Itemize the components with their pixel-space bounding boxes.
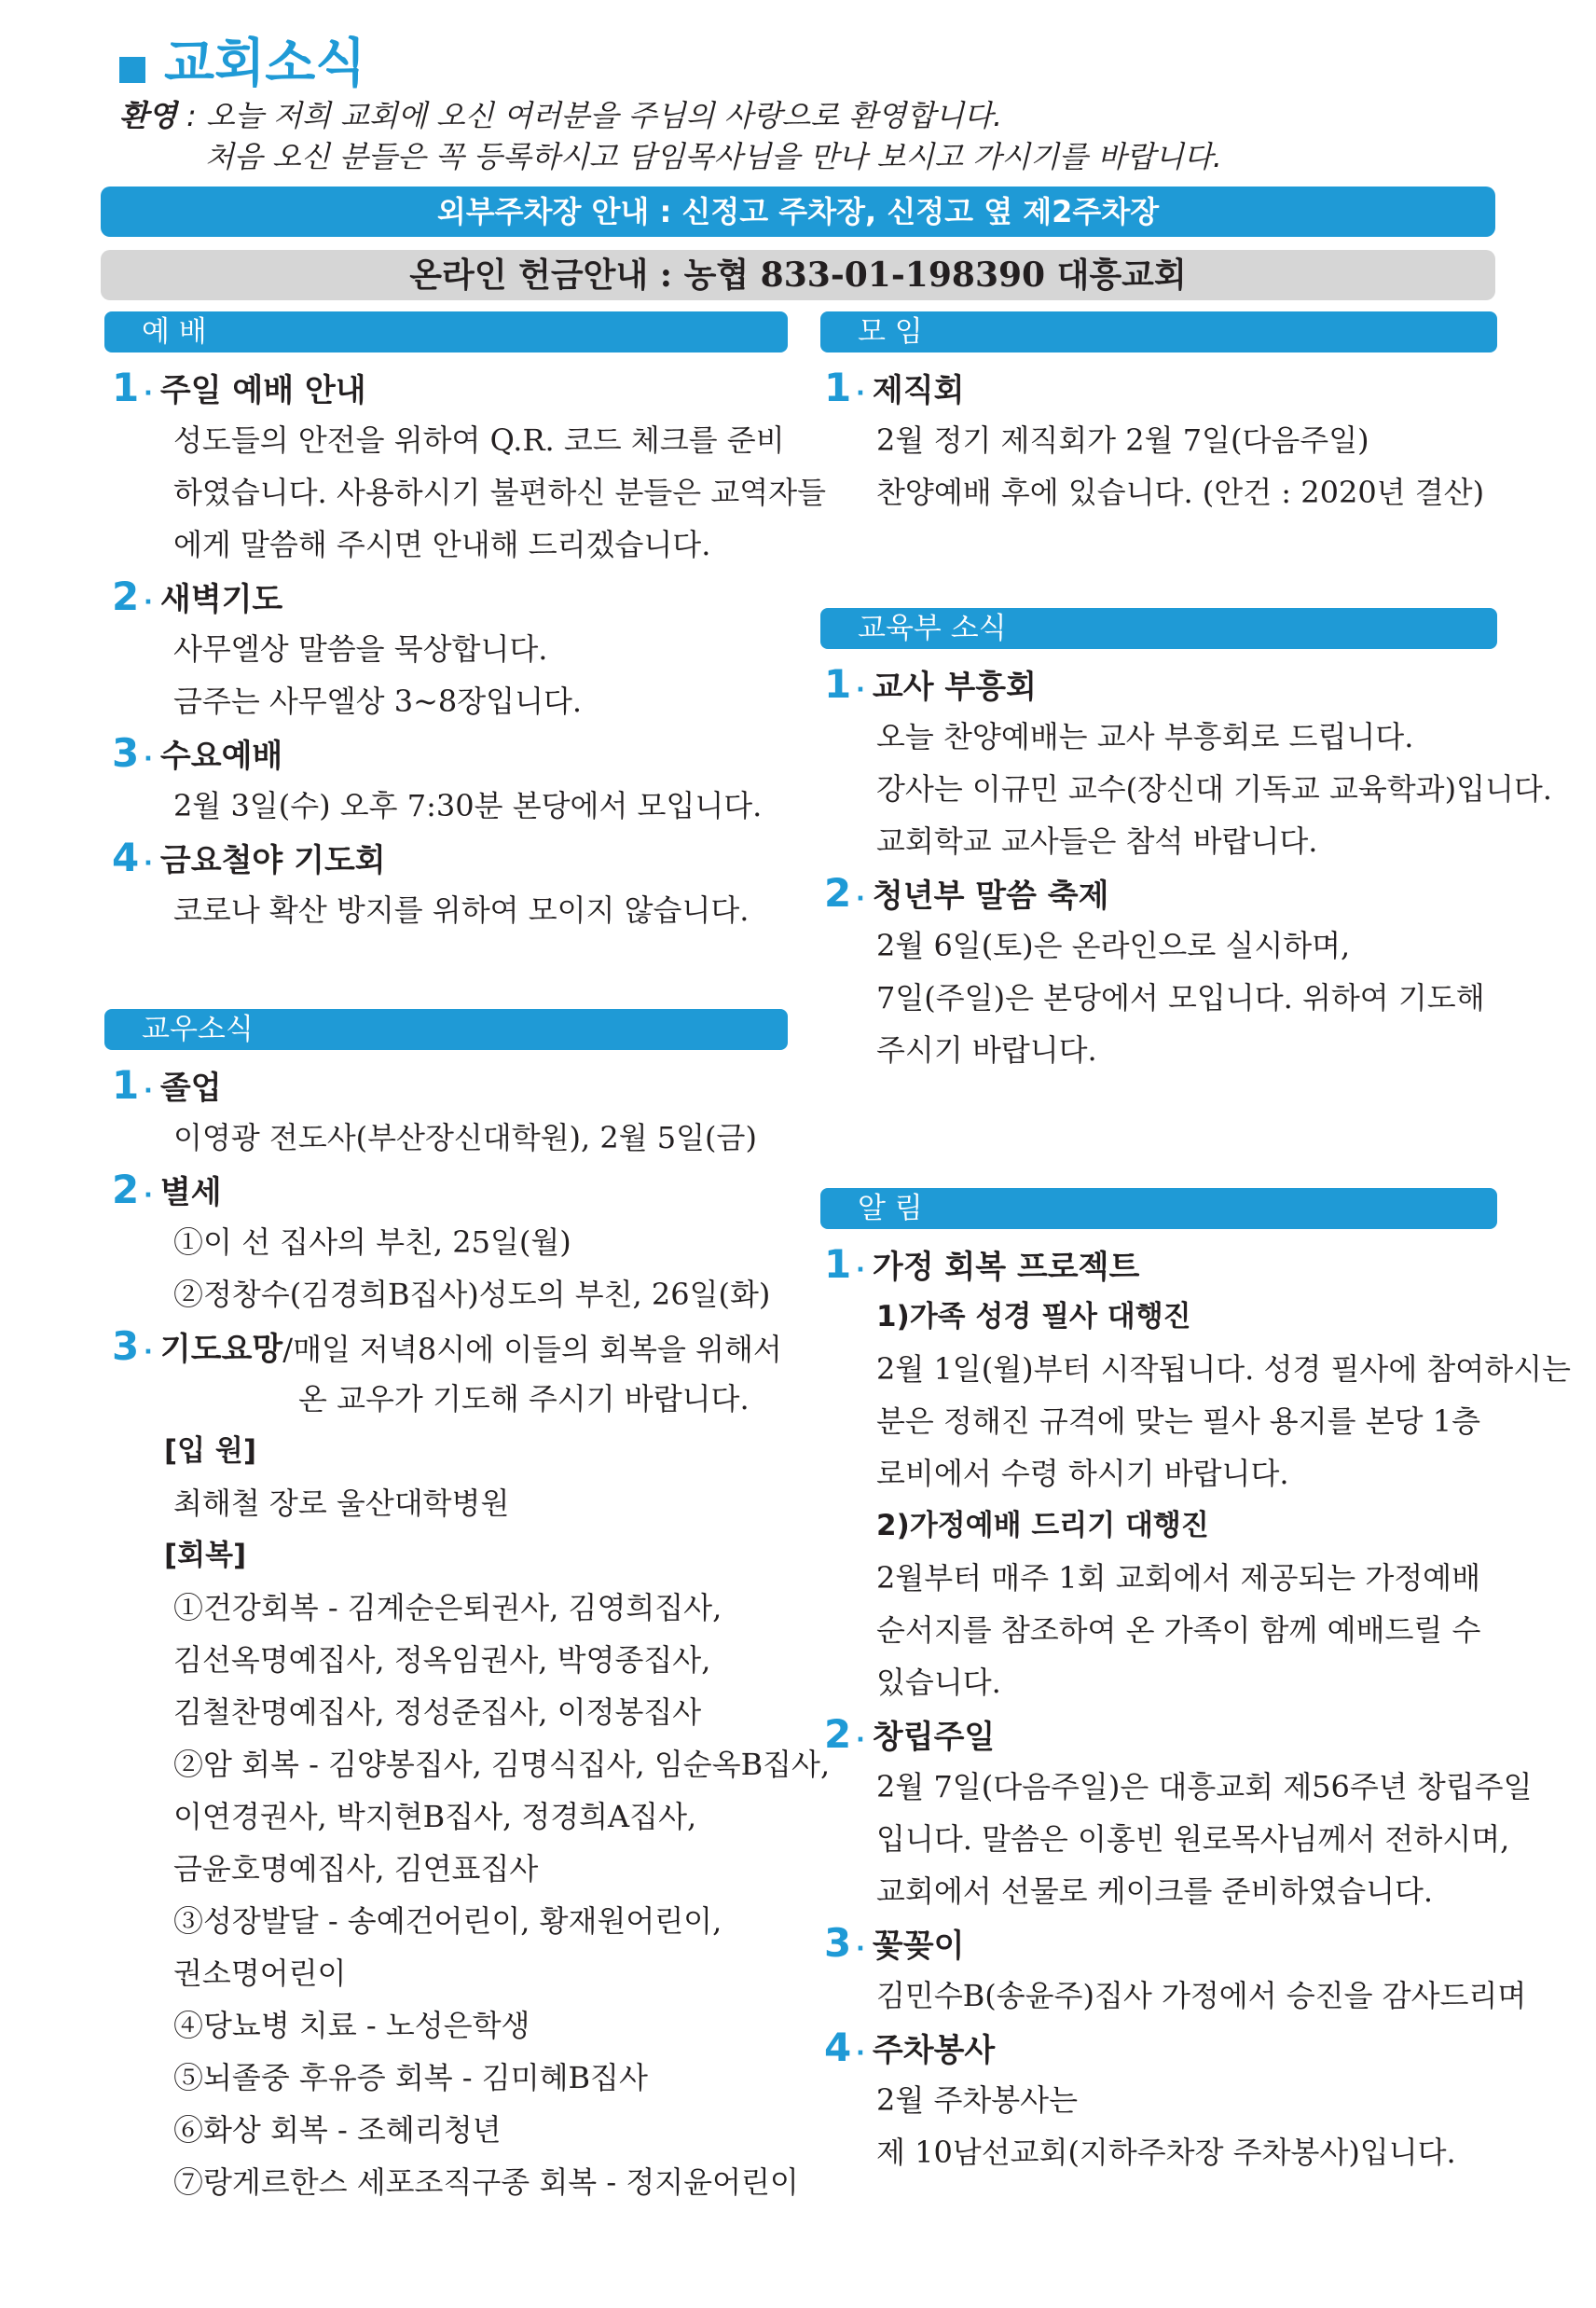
members-item-head — [112, 1059, 820, 1112]
item-title: 꽃꽂이 — [872, 1928, 965, 1965]
education-list — [824, 658, 1552, 1076]
welcome-line-1 — [119, 97, 1002, 134]
body-line: 2월 정기 제직회가 2월 7일(다음주일) — [876, 422, 1369, 458]
welcome-label: 환영 — [119, 98, 177, 133]
item-title: 금요철야 기도회 — [159, 842, 386, 879]
item-number: 2 — [112, 574, 140, 619]
body-line: 이영광 전도사(부산장신대학원), 2월 5일(금) — [173, 1120, 757, 1155]
section-heading-education: 교육부 소식 — [820, 608, 1497, 649]
body-line: 최해철 장로 울산대학병원 — [173, 1486, 510, 1521]
body-line: 순서지를 참조하여 온 가족이 함께 예배드릴 수 — [876, 1612, 1481, 1648]
body-line: 주시기 바랍니다. — [876, 1032, 1097, 1068]
item-number: 3 — [824, 1920, 852, 1966]
bullet-dot-icon: · — [144, 588, 153, 616]
body-line: 2월 1일(월)부터 시작됩니다. 성경 필사에 참여하시는 — [876, 1351, 1571, 1387]
body-line: 제 10남선교회(지하주차장 주차봉사)입니다. — [876, 2135, 1456, 2170]
body-line: 하였습니다. 사용하시기 불편하신 분들은 교역자들 — [173, 475, 827, 510]
item-title: 가정 회복 프로젝트 — [872, 1249, 1140, 1286]
item-title: 창립주일 — [872, 1719, 996, 1756]
body-line: 사무엘상 말씀을 묵상합니다. — [173, 631, 548, 667]
item-number: 1 — [112, 365, 140, 410]
notices-list — [824, 1238, 1571, 2178]
body-line: 2월 7일(다음주일)은 대흥교회 제56주년 창립주일 — [876, 1769, 1533, 1804]
recover-line: 권소명어린이 — [173, 1956, 347, 1991]
body-line: 온 교우가 기도해 주시기 바랍니다. — [298, 1381, 750, 1417]
body-line: 2월 주차봉사는 — [876, 2082, 1079, 2118]
notices-item-head — [824, 1238, 1514, 1291]
notices-item-head — [824, 1708, 1514, 1761]
recover-label: [회복] — [164, 1539, 247, 1572]
item-number: 2 — [824, 1711, 852, 1757]
notices-item-head — [824, 1917, 1514, 1969]
body-line: 2월 6일(토)은 온라인으로 실시하며, — [876, 928, 1351, 963]
education-item-head — [824, 658, 1514, 711]
body-line: 2월부터 매주 1회 교회에서 제공되는 가정예배 — [876, 1560, 1480, 1596]
body-line: 교회에서 선물로 케이크를 준비하였습니다. — [876, 1873, 1434, 1909]
bullet-dot-icon: · — [856, 885, 865, 913]
item-title: 교사 부흥회 — [872, 669, 1037, 706]
parking-banner: 외부주차장 안내 : 신정고 주차장, 신정고 옆 제2주차장 — [101, 187, 1495, 237]
recover-line: ③성장발달 - 송예건어린이, 황재원어린이, — [173, 1903, 722, 1939]
item-title: 주차봉사 — [872, 2032, 996, 2069]
item-number: 3 — [112, 1323, 140, 1369]
body-line: 7일(주일)은 본당에서 모입니다. 위하여 기도해 — [876, 980, 1485, 1016]
bullet-dot-icon: · — [144, 850, 153, 878]
meetings-item-head — [824, 362, 1514, 414]
body-line: 분은 정해진 규격에 맞는 필사 용지를 본당 1층 — [876, 1403, 1480, 1439]
body-line: 찬양예배 후에 있습니다. (안건 : 2020년 결산) — [876, 475, 1485, 510]
body-line: 에게 말씀해 주시면 안내해 드리겠습니다. — [173, 527, 711, 562]
item-number: 4 — [824, 2025, 852, 2070]
section-heading-worship: 예 배 — [104, 311, 788, 352]
worship-item-head — [112, 571, 802, 623]
prayer-item-head — [112, 1320, 820, 1373]
bullet-dot-icon: · — [144, 380, 153, 408]
bullet-dot-icon: · — [144, 745, 153, 773]
bullet-dot-icon: · — [144, 1077, 153, 1105]
notices-item-head — [824, 2022, 1514, 2074]
recover-line: 김철찬명예집사, 정성준집사, 이정봉집사 — [173, 1694, 702, 1730]
body-line: 있습니다. — [876, 1665, 1001, 1700]
body-line: 김민수B(송윤주)집사 가정에서 승진을 감사드리며 — [876, 1978, 1527, 2013]
body-line: ①이 선 집사의 부친, 25일(월) — [173, 1224, 571, 1260]
item-title: 새벽기도 — [159, 581, 283, 618]
item-number: 1 — [824, 365, 852, 410]
bullet-dot-icon: · — [144, 1338, 153, 1366]
bullet-dot-icon: · — [856, 1935, 865, 1963]
bullet-dot-icon: · — [856, 1256, 865, 1284]
item-number: 4 — [112, 835, 140, 880]
bullet-dot-icon: · — [856, 1726, 865, 1754]
item-number: 1 — [112, 1062, 140, 1108]
body-line: 2월 3일(수) 오후 7:30분 본당에서 모입니다. — [173, 788, 763, 823]
recover-line: ⑦랑게르한스 세포조직구종 회복 - 정지윤어린이 — [173, 2164, 799, 2200]
item-title: 청년부 말씀 축제 — [872, 878, 1109, 915]
worship-item-head — [112, 362, 802, 414]
body-line: 코로나 확산 방지를 위하여 모이지 않습니다. — [173, 892, 750, 928]
recover-line: ⑤뇌졸중 후유증 회복 - 김미혜B집사 — [173, 2060, 648, 2095]
body-line: 강사는 이규민 교수(장신대 기독교 교육학과)입니다. — [876, 771, 1552, 807]
worship-item-head — [112, 832, 802, 884]
body-line: 오늘 찬양예배는 교사 부흥회로 드립니다. — [876, 719, 1414, 754]
welcome-text-1: : 오늘 저희 교회에 오신 여러분을 주님의 사랑으로 환영합니다. — [176, 98, 1003, 133]
item-title: 주일 예배 안내 — [159, 372, 366, 409]
item-number: 1 — [824, 1241, 852, 1287]
item-number: 2 — [112, 1167, 140, 1212]
item-number: 3 — [112, 730, 140, 776]
sub-heading: 1)가족 성경 필사 대행진 — [876, 1300, 1191, 1334]
section-heading-meetings: 모 임 — [820, 311, 1497, 352]
worship-item-head — [112, 727, 802, 780]
body-line: 성도들의 안전을 위하여 Q.R. 코드 체크를 준비 — [173, 422, 785, 458]
item-number: 1 — [824, 661, 852, 707]
bullet-dot-icon: · — [856, 676, 865, 704]
body-line: 교회학교 교사들은 참석 바랍니다. — [876, 823, 1318, 859]
recover-line: ①건강회복 - 김계순은퇴권사, 김영희집사, — [173, 1590, 722, 1625]
title-square-icon — [119, 57, 145, 83]
item-title: 별세 — [159, 1174, 222, 1211]
section-heading-notices: 알 림 — [820, 1188, 1497, 1229]
item-title: 제직회 — [872, 372, 965, 409]
sub-heading: 2)가정예배 드리기 대행진 — [876, 1509, 1209, 1542]
recover-line: ⑥화상 회복 - 조혜리청년 — [173, 2112, 502, 2148]
recover-line: ④당뇨병 치료 - 노성은학생 — [173, 2008, 530, 2043]
item-title: 기도요망 — [159, 1331, 283, 1368]
prayer-inline-text: /매일 저녁8시에 이들의 회복을 위해서 — [282, 1332, 782, 1367]
item-number: 2 — [824, 870, 852, 916]
bullet-dot-icon: · — [144, 1182, 153, 1209]
page-title: 교회소식 — [164, 34, 366, 94]
worship-list — [112, 362, 827, 936]
recover-line: 금윤호명예집사, 김연표집사 — [173, 1851, 539, 1886]
section-heading-members: 교우소식 — [104, 1009, 788, 1050]
members-item-head — [112, 1164, 820, 1216]
item-title: 졸업 — [159, 1070, 222, 1107]
bullet-dot-icon: · — [856, 2039, 865, 2067]
members-list — [112, 1059, 831, 2208]
body-line: 금주는 사무엘상 3~8장입니다. — [173, 684, 583, 719]
body-line: 로비에서 수령 하시기 바랍니다. — [876, 1456, 1289, 1491]
welcome-line-2: 처음 오신 분들은 꼭 등록하시고 담임목사님을 만나 보시고 가시기를 바랍니다. — [205, 139, 1222, 174]
body-line: 입니다. 말씀은 이홍빈 원로목사님께서 전하시며, — [876, 1821, 1510, 1857]
body-line: ②정창수(김경희B집사)성도의 부친, 26일(화) — [173, 1277, 771, 1312]
item-title: 수요예배 — [159, 738, 283, 775]
recover-line: 이연경권사, 박지현B집사, 정경희A집사, — [173, 1799, 697, 1834]
bullet-dot-icon: · — [856, 380, 865, 408]
education-item-head — [824, 867, 1514, 919]
recover-line: ②암 회복 - 김양봉집사, 김명식집사, 임순옥B집사, — [173, 1747, 831, 1782]
admit-label: [입 원] — [164, 1434, 257, 1468]
offering-banner: 온라인 헌금안내 : 농협 833-01-198390 대흥교회 — [101, 250, 1495, 300]
meetings-list — [824, 362, 1514, 518]
recover-line: 김선옥명예집사, 정옥임권사, 박영종집사, — [173, 1642, 711, 1678]
